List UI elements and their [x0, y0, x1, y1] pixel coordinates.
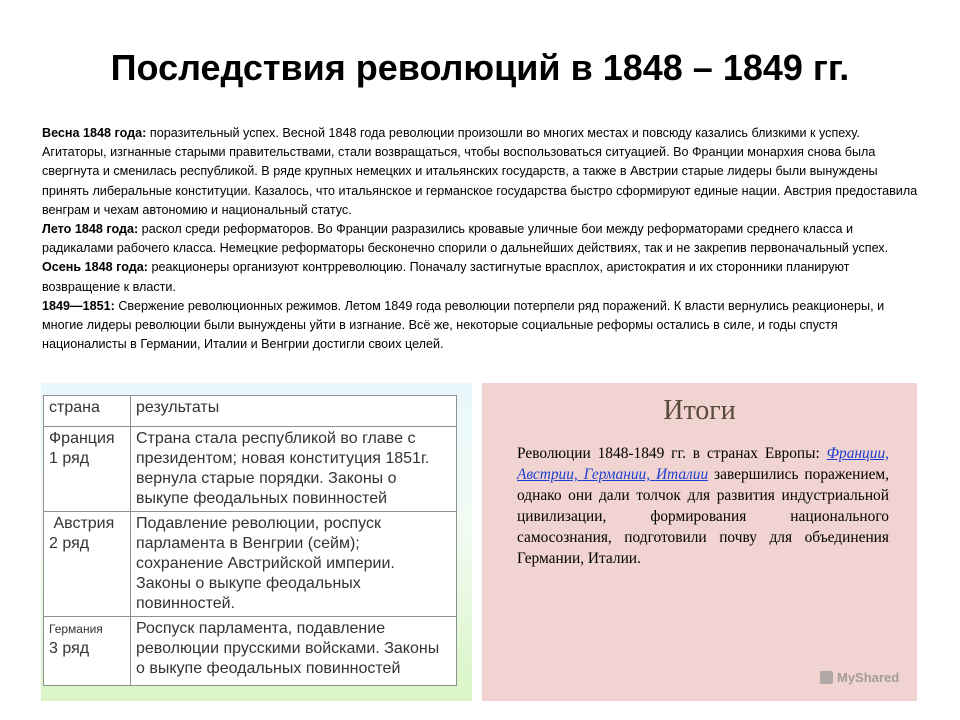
header-country: страна: [44, 396, 131, 427]
country-row-label: 3 ряд: [49, 640, 90, 657]
paragraph-spring-1848: [42, 124, 918, 220]
page-title-bold: Последствия революций: [110, 47, 561, 88]
paragraph-lead: Осень 1848 года:: [42, 260, 148, 275]
paragraph-body: раскол среди реформаторов. Во Франции разразились кровавые уличные бои между реформаторами среднего класса и радикалами рабочего класса. Немецкие реформаторы бесконечно спорили о дальнейших действиях, так и не закрепив первоначальный успех.: [42, 222, 889, 256]
page-title: [0, 44, 960, 92]
summary-text-before: Революции 1848-1849 гг. в странах Европы:: [517, 445, 827, 462]
table-cell-result: Подавление революции, роспуск парламента в Венгрии (сейм); сохранение Австрийской империи. Законы о выкупе феодальных повинностей.: [131, 512, 457, 617]
paragraph-lead: Весна 1848 года:: [42, 126, 147, 140]
summary-text-after: завершились поражением, однако они дали толчок для развития индустриальной цивилизации, формирования национального самосознания, подготовили почву для объединения Германии, Италии.: [517, 466, 889, 567]
country-name: Франция: [49, 430, 115, 447]
summary-text: [517, 443, 889, 569]
results-table: [43, 395, 457, 686]
watermark: [820, 668, 899, 686]
country-row-label: 2 ряд: [49, 535, 90, 552]
country-name: Германия: [49, 622, 103, 636]
table-cell-result: Роспуск парламента, подавление революции прусскими войсками. Законы о выкупе феодальных повинностей: [131, 617, 457, 686]
table-header-row: [44, 396, 457, 427]
paragraph-body: поразительный успех. Весной 1848 года революции произошли во многих местах и повсюду казались близкими к успеху. Агитаторы, изгнанные старыми правительствами, стали возвращаться, чтобы воспользоваться ситуацией. Во Франции монархия снова была свергнута и сменилась республикой. В ряде крупных немецких и итальянских государств, а также в Австрии старые лидеры были вынуждены принять либеральные конституции. Казалось, что итальянское и германское государства быстро сформируют единые нации. Австрия предоставила венграм и чехам автономию и национальный статус.: [42, 126, 918, 217]
paragraph-body: Свержение революционных режимов. Летом 1849 года революции потерпели ряд поражений. К власти вернулись реакционеры, и многие лидеры революции были вынуждены уйти в изгнание. Всё же, некоторые социальные реформы остались в силе, и годы спустя националисты в Германии, Италии и Венгрии достигли своих целей.: [42, 298, 885, 352]
table-cell-country: [44, 617, 131, 686]
paragraph-body: реакционеры организуют контрреволюцию. Поначалу застигнутые врасплох, аристократия и их сторонники планируют возвращение к власти.: [42, 260, 850, 294]
country-name: Австрия: [49, 515, 115, 532]
table-row: [44, 512, 457, 617]
countries-link[interactable]: Франции, Австрии, Германии, Италии: [517, 445, 889, 483]
page-title-rest: в 1848 – 1849 гг.: [560, 47, 850, 88]
watermark-text: MyShared: [837, 669, 900, 685]
chronology-text: [42, 124, 918, 354]
table-cell-country: [44, 512, 131, 617]
table-cell-result: Страна стала республикой во главе с президентом; новая конституция 1851г. вернула старые порядки. Законы о выкупе феодальных повинностей: [131, 427, 457, 512]
header-results: результаты: [131, 396, 457, 427]
paragraph-1849-1851: [42, 297, 918, 355]
myshared-logo-icon: [820, 671, 833, 684]
summary-title: Итоги: [663, 395, 736, 426]
paragraph-autumn-1848: [42, 258, 918, 296]
paragraph-lead: 1849—1851:: [42, 298, 115, 313]
paragraph-lead: Лето 1848 года:: [42, 222, 139, 237]
table-row: [44, 617, 457, 686]
paragraph-summer-1848: [42, 220, 918, 258]
country-row-label: 1 ряд: [49, 450, 90, 467]
table-row: [44, 427, 457, 512]
table-cell-country: [44, 427, 131, 512]
